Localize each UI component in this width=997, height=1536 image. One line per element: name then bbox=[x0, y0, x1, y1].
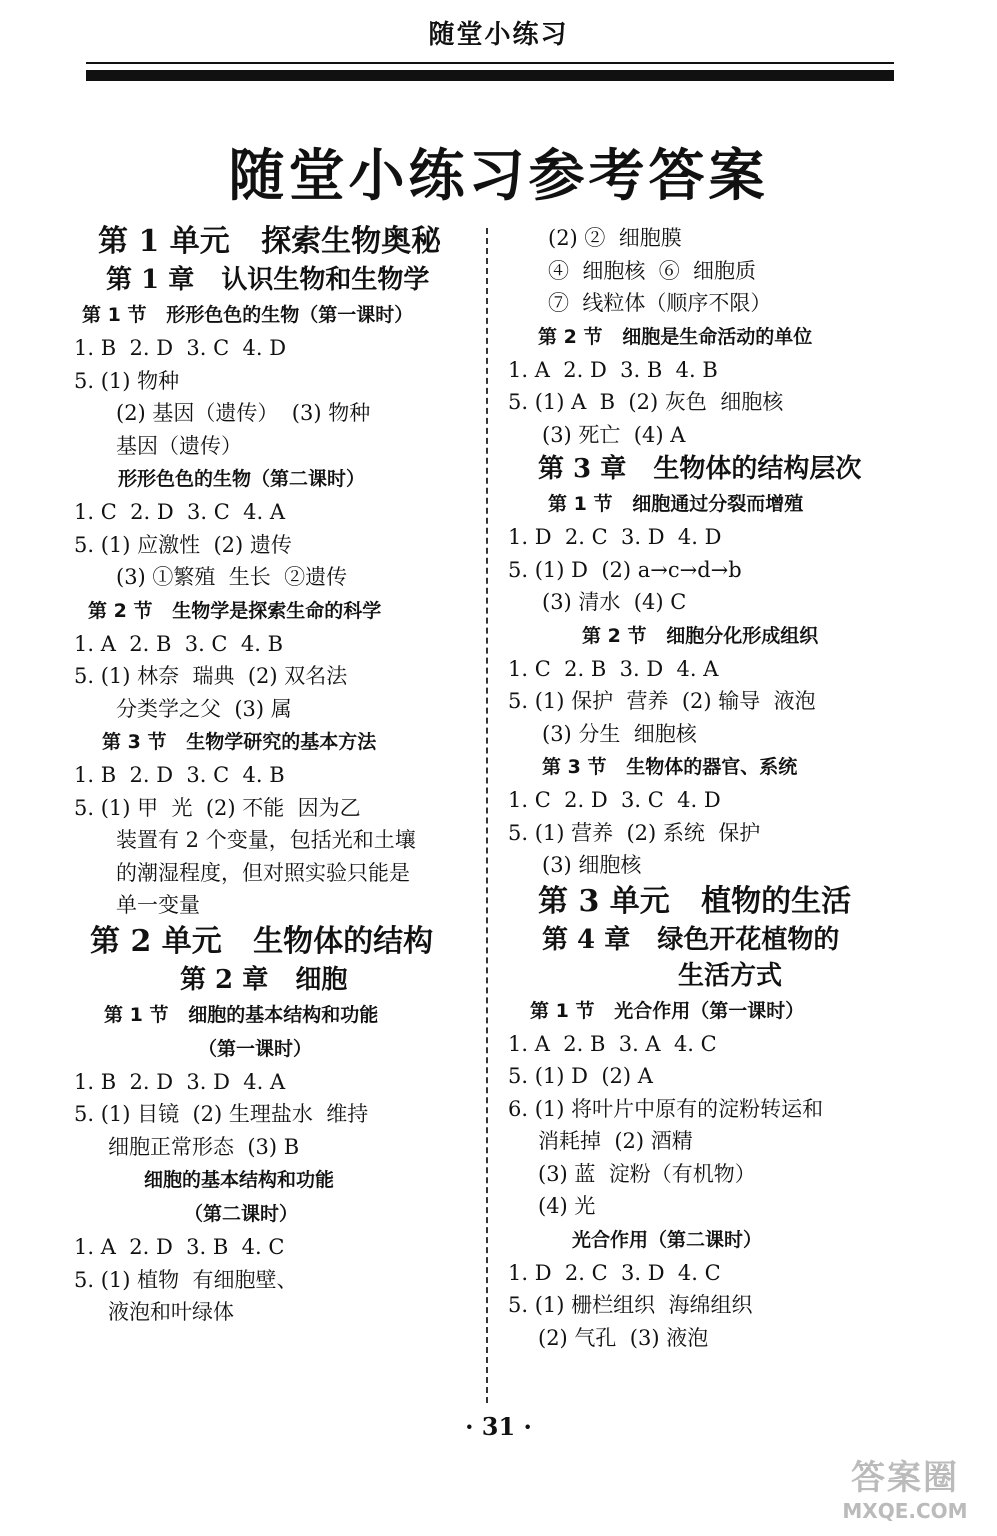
answer-line: 5. (1) 植物 有细胞壁、 bbox=[74, 1267, 298, 1292]
section-heading: 第 2 节 细胞是生命活动的单位 bbox=[538, 325, 813, 348]
answer-line: (3) 分生 细胞核 bbox=[542, 721, 697, 746]
answer-line: 单一变量 bbox=[116, 893, 200, 917]
answer-line: 5. (1) D (2) a→c→d→b bbox=[508, 557, 742, 582]
chapter-heading: 第 1 章 认识生物和生物学 bbox=[106, 265, 430, 295]
section-heading: 第 1 节 细胞的基本结构和功能 bbox=[104, 1003, 379, 1026]
section-heading: 第 2 节 生物学是探索生命的科学 bbox=[88, 599, 382, 622]
answer-line: (3) 蓝 淀粉（有机物） bbox=[538, 1161, 756, 1186]
unit-heading: 第 3 单元 植物的生活 bbox=[538, 883, 852, 919]
answer-line: 1. D 2. C 3. D 4. D bbox=[508, 525, 722, 549]
column-divider bbox=[486, 228, 488, 1403]
section-heading: （第二课时） bbox=[184, 1203, 299, 1225]
answer-line: (3) 死亡 (4) A bbox=[542, 422, 686, 447]
chapter-heading: 第 3 章 生物体的结构层次 bbox=[538, 454, 862, 484]
section-heading: （第一课时） bbox=[198, 1037, 313, 1060]
answer-line: (3) ①繁殖 生长 ②遗传 bbox=[116, 565, 348, 589]
answer-line: 基因（遗传） bbox=[116, 433, 242, 458]
section-heading: 细胞的基本结构和功能 bbox=[144, 1169, 335, 1191]
answer-line: 1. B 2. D 3. C 4. B bbox=[74, 763, 285, 787]
answer-line: 5. (1) D (2) A bbox=[508, 1064, 653, 1088]
right-column bbox=[502, 222, 902, 1354]
section-heading: 第 2 节 细胞分化形成组织 bbox=[582, 624, 819, 647]
chapter-heading: 第 4 章 绿色开花植物的 bbox=[542, 924, 840, 955]
section-heading: 第 1 节 细胞通过分裂而增殖 bbox=[548, 493, 804, 515]
answer-line: 1. D 2. C 3. D 4. C bbox=[508, 1260, 721, 1285]
watermark-text-en: MXQE.COM bbox=[842, 1499, 968, 1523]
answer-line: 5. (1) 林奈 瑞典 (2) 双名法 bbox=[74, 664, 348, 688]
page-title: 随堂小练习参考答案 bbox=[228, 143, 769, 209]
answer-line: 1. C 2. B 3. D 4. A bbox=[508, 656, 719, 681]
answer-line: 的潮湿程度，但对照实验只能是 bbox=[116, 860, 410, 885]
unit-heading: 第 1 单元 探索生物奥秘 bbox=[98, 224, 442, 259]
section-heading: 第 3 节 生物体的器官、系统 bbox=[542, 756, 798, 778]
section-heading: 第 1 节 光合作用（第一课时） bbox=[530, 999, 805, 1022]
header-rule-thin bbox=[86, 62, 894, 64]
unit-heading: 第 2 单元 生物体的结构 bbox=[90, 923, 434, 959]
left-column bbox=[68, 222, 473, 1329]
page-number: · 31 · bbox=[465, 1412, 532, 1441]
answer-line: ④ 细胞核 ⑥ 细胞质 bbox=[548, 258, 757, 283]
answer-line: 1. B 2. D 3. D 4. A bbox=[74, 1069, 286, 1094]
answer-line: ⑦ 线粒体（顺序不限） bbox=[548, 291, 772, 315]
answer-line: 5. (1) 甲 光 (2) 不能 因为乙 bbox=[74, 795, 361, 820]
section-heading: 第 3 节 生物学研究的基本方法 bbox=[102, 731, 377, 753]
answer-line: 装置有 2 个变量，包括光和土壤 bbox=[116, 828, 416, 852]
answer-line: 5. (1) 保护 营养 (2) 输导 液泡 bbox=[508, 689, 816, 713]
answer-line: (3) 细胞核 bbox=[542, 853, 642, 877]
answer-line: 1. C 2. D 3. C 4. D bbox=[508, 788, 721, 812]
answer-line: 1. C 2. D 3. C 4. A bbox=[74, 500, 286, 524]
answer-line: 液泡和叶绿体 bbox=[108, 1300, 234, 1324]
chapter-heading: 第 2 章 细胞 bbox=[180, 964, 348, 995]
section-heading: 形形色色的生物（第二课时） bbox=[118, 468, 366, 490]
answer-line: 5. (1) 营养 (2) 系统 保护 bbox=[508, 820, 761, 845]
section-heading: 第 1 节 形形色色的生物（第一课时） bbox=[82, 304, 414, 326]
answer-line: 5. (1) 物种 bbox=[74, 368, 180, 393]
answer-line: 5. (1) 目镜 (2) 生理盐水 维持 bbox=[74, 1102, 369, 1126]
answer-line: 细胞正常形态 (3) B bbox=[108, 1134, 300, 1159]
watermark-logo bbox=[820, 1458, 990, 1530]
answer-line: (2) ② 细胞膜 bbox=[548, 226, 682, 250]
answer-line: (3) 清水 (4) C bbox=[542, 590, 687, 614]
watermark-text-cn: 答案圈 bbox=[851, 1458, 959, 1498]
section-heading: 光合作用（第二课时） bbox=[572, 1228, 763, 1251]
answer-line: 1. A 2. D 3. B 4. B bbox=[508, 357, 718, 382]
header-title: 随堂小练习 bbox=[428, 20, 569, 50]
answer-line: 5. (1) A B (2) 灰色 细胞核 bbox=[508, 390, 784, 414]
answer-line: (2) 基因（遗传） (3) 物种 bbox=[116, 401, 371, 425]
answer-line: 消耗掉 (2) 酒精 bbox=[538, 1129, 693, 1153]
chapter-heading: 生活方式 bbox=[678, 960, 783, 991]
answer-line: 1. A 2. B 3. C 4. B bbox=[74, 631, 283, 656]
answer-line: 1. B 2. D 3. C 4. D bbox=[74, 336, 287, 360]
answer-line: 6. (1) 将叶片中原有的淀粉转运和 bbox=[508, 1096, 824, 1121]
answer-line: 1. A 2. D 3. B 4. C bbox=[74, 1235, 285, 1259]
answer-line: (4) 光 bbox=[538, 1194, 596, 1218]
answer-line: 5. (1) 栅栏组织 海绵组织 bbox=[508, 1293, 753, 1317]
header-rule-thick bbox=[86, 70, 894, 81]
answer-line: 分类学之父 (3) 属 bbox=[116, 696, 292, 721]
answer-line: 1. A 2. B 3. A 4. C bbox=[508, 1031, 717, 1056]
answer-line: 5. (1) 应激性 (2) 遗传 bbox=[74, 532, 292, 557]
answer-line: (2) 气孔 (3) 液泡 bbox=[538, 1325, 709, 1350]
